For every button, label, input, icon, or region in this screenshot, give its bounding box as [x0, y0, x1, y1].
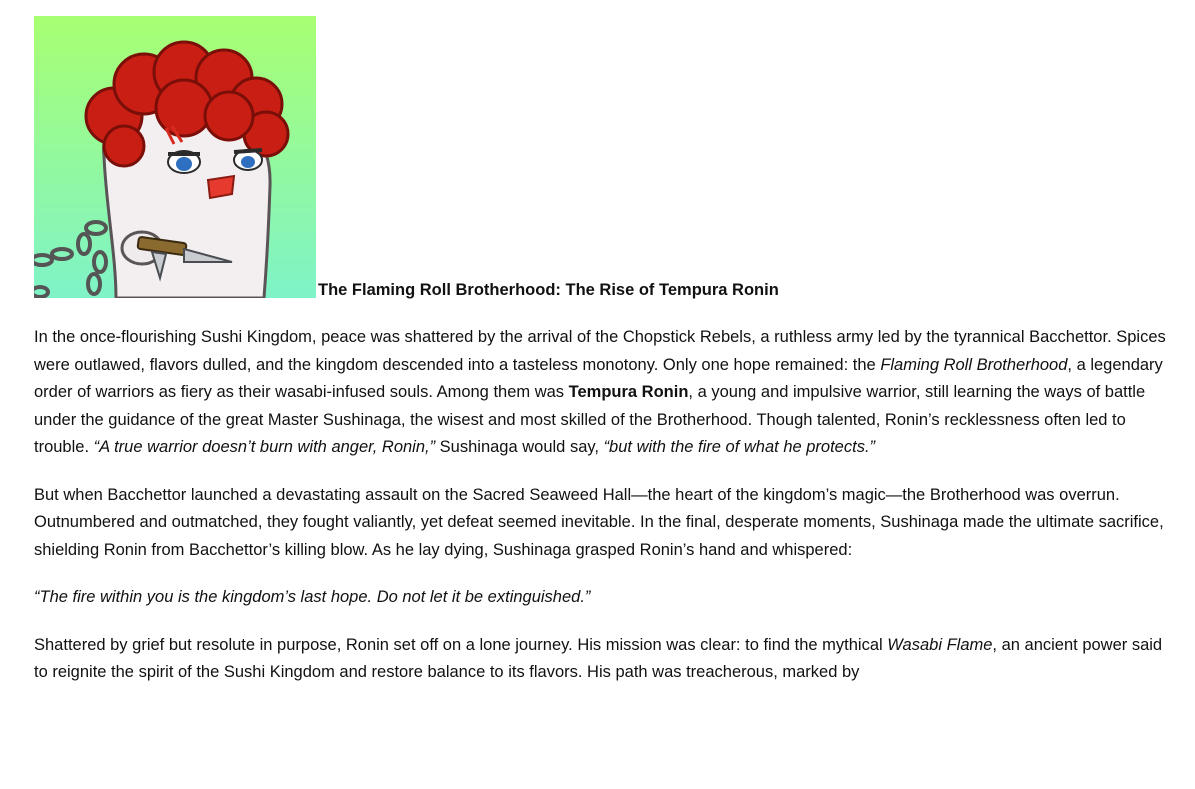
p1-hero-name: Tempura Ronin: [568, 383, 689, 401]
p4-text-c: , an ancient power said to reignite the spirit of the Sushi Kingdom and restore balance to its flavors. His path was treacherous, marked by: [34, 635, 1163, 681]
document-title: The Flaming Roll Brotherhood: The Rise of Tempura Ronin: [318, 281, 779, 299]
p4-text-a: Shattered by grief but resolute in purpose, Ronin set off on a lone journey. His mission was clear: to find the mythical: [34, 635, 888, 654]
header-row: [34, 16, 1174, 298]
p1-text-e: , a young and impulsive warrior, still learning the ways of battle under the guidance of the great Master Sushinaga, the wisest and most skilled of the Brotherhood. Though talented, Ronin’s recklessness often led to trouble.: [34, 383, 1146, 456]
paragraph-3-quote: [34, 584, 1174, 612]
p1-brotherhood-name: Flaming Roll Brotherhood: [880, 355, 1068, 374]
paragraph-1: [34, 324, 1174, 462]
p1-quote-2: “but with the fire of what he protects.”: [603, 438, 876, 456]
p1-text-g: Sushinaga would say,: [435, 438, 604, 456]
sushi-warrior-illustration: [34, 16, 316, 298]
p1-text-a: In the once-flourishing Sushi Kingdom, peace was shattered by the arrival of the Chopstick Rebels, a ruthless army led by the tyrannical Bacchettor. Spices were outlawed, flavors dulled, and the kingdom descended into a tasteless monotony. Only one hope remained: the: [34, 328, 1166, 374]
paragraph-2: But when Bacchettor launched a devastating assault on the Sacred Seaweed Hall—the heart of the kingdom’s magic—the Brotherhood was overrun. Outnumbered and outmatched, they fought valiantly, yet defeat seemed inevitable. In the final, desperate moments, Sushinaga made the ultimate sacrifice, shielding Ronin from Bacchettor’s killing blow. As he lay dying, Sushinaga grasped Ronin’s hand and whispered:: [34, 485, 1164, 559]
p3-quote: “The fire within you is the kingdom’s last hope. Do not let it be extinguished.”: [34, 588, 591, 606]
document-page: [34, 16, 1174, 687]
p4-wasabi-flame: Wasabi Flame: [887, 635, 993, 654]
paragraph-4: [34, 632, 1174, 687]
p1-text-c: , a legendary order of warriors as fiery as their wasabi-infused souls. Among them was: [34, 355, 1163, 401]
p1-quote-1: “A true warrior doesn’t burn with anger, Ronin,”: [93, 438, 436, 456]
